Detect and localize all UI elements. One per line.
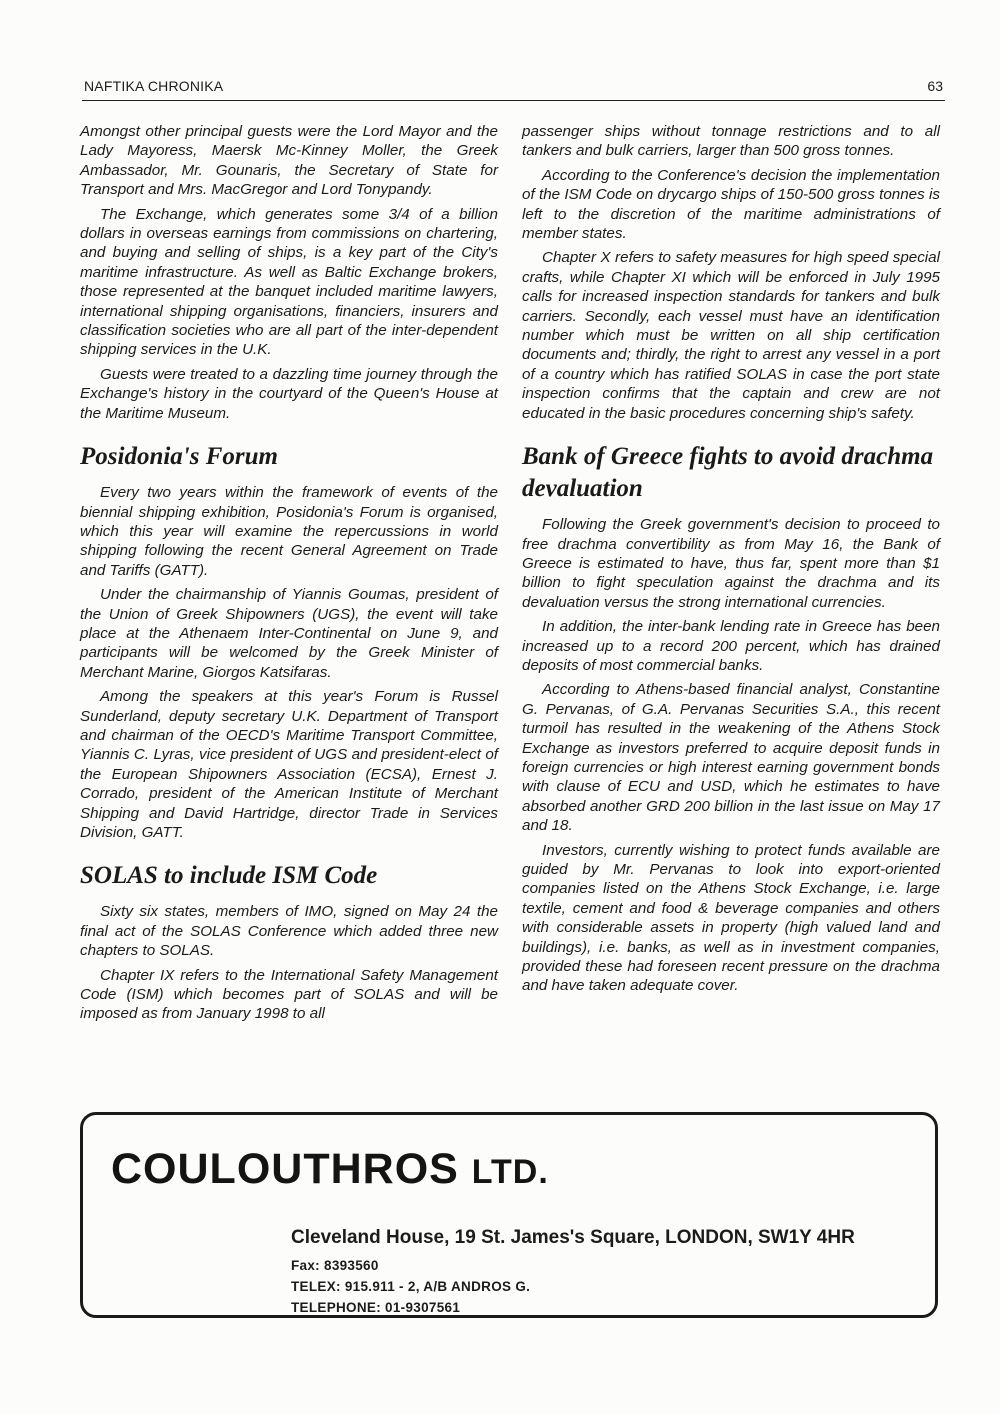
section-heading-bank-of-greece: Bank of Greece fights to avoid drachma devaluation [522, 443, 934, 503]
ad-company-name [111, 1145, 549, 1194]
article-paragraph: Sixty six states, members of IMO, signed on May 24 the final act of the SOLAS Conference which added three new chapters to SOLAS. [80, 903, 498, 960]
left-column [80, 122, 498, 1029]
ad-company-main: COULOUTHROS [111, 1145, 459, 1193]
article-paragraph: According to Athens-based financial analyst, Constantine G. Pervanas, of G.A. Pervanas Securities S.A., this recent turmoil has resulted in the weakening of the Athens Stock Exchange as investors preferred to acquire deposit funds in foreign currencies or high interest earning government bonds with clause of ECU and USD, which he estimates to have absorbed another GRD 200 billion in the last issue on May 17 and 18. [522, 681, 940, 835]
ad-company-suffix: LTD. [471, 1153, 549, 1191]
right-column [522, 122, 940, 1001]
ad-telex: TELEX: 915.911 - 2, A/B ANDROS G. [291, 1279, 531, 1294]
article-paragraph: passenger ships without tonnage restrictions and to all tankers and bulk carriers, larger than 500 gross tonnes. [522, 123, 940, 160]
article-paragraph: The Exchange, which generates some 3/4 of a billion dollars in overseas earnings from commissions on chartering, and buying and selling of ships, is a key part of the City's maritime infrastructure. As well as Baltic Exchange brokers, those represented at the banquet included maritime lawyers, international shipping organisations, financiers, insurers and classification societies who are all part of the inter-dependent shipping services in the U.K. [80, 205, 498, 359]
article-paragraph: Every two years within the framework of events of the biennial shipping exhibition, Posidonia's Forum is organised, which this year will examine the repercussions in world shipping following the recent General Agreement on Trade and Tariffs (GATT). [80, 484, 498, 579]
article-paragraph: Chapter X refers to safety measures for high speed special crafts, while Chapter XI which will be enforced in July 1995 calls for increased inspection standards for tankers and bulk carriers. Secondly, each vessel must have an identification number which must be written on all ship certification documents and; thirdly, the right to arrest any vessel in a port of a country which has ratified SOLAS in case the port state inspection confirms that the captain and crew are not educated in the basic procedures concerning ship's safety. [522, 249, 940, 422]
publication-title: NAFTIKA CHRONIKA [84, 78, 224, 94]
article-paragraph: Investors, currently wishing to protect funds available are guided by Mr. Pervanas to look into export-oriented companies listed on the Athens Stock Exchange, i.e. large textile, cement and food & beverage companies and others with considerable assets in property (high valued land and buildings), i.e. banks, as well as in investment companies, provided these had foreseen recent pressure on the drachma and have taken adequate cover. [522, 841, 940, 995]
page-header [82, 76, 945, 101]
article-paragraph: Amongst other principal guests were the Lord Mayor and the Lady Mayoress, Maersk Mc-Kinney Moller, the Greek Ambassador, Mr. Gounaris, the Secretary of State for Transport and Mrs. MacGregor and Lord Tonypandy. [80, 123, 498, 199]
section-heading-posidonia: Posidonia's Forum [80, 443, 278, 471]
ad-telephone: TELEPHONE: 01-9307561 [291, 1300, 461, 1315]
ad-address: Cleveland House, 19 St. James's Square, LONDON, SW1Y 4HR [291, 1227, 855, 1248]
article-paragraph: In addition, the inter-bank lending rate in Greece has been increased up to a record 200 percent, which has drained deposits of most commercial banks. [522, 618, 940, 674]
article-paragraph: Among the speakers at this year's Forum is Russel Sunderland, deputy secretary U.K. Department of Transport and chairman of the OECD's Maritime Transport Committee, Yiannis C. Lyras, vice president of UGS and president-elect of the European Shipowners Association (ECSA), Ernest J. Corrado, president of the American Institute of Merchant Shipping and David Hartridge, director Trade in Services Division, GATT. [80, 688, 498, 841]
article-paragraph: Chapter IX refers to the International Safety Management Code (ISM) which becomes part of SOLAS and will be imposed as from January 1998 to all [80, 966, 498, 1023]
article-paragraph: Following the Greek government's decision to proceed to free drachma convertibility as from May 16, the Bank of Greece is estimated to have, thus far, spent more than $1 billion to fight speculation against the drachma and its devaluation versus the strong international currencies. [522, 516, 940, 611]
advertisement-box [80, 1112, 938, 1318]
section-heading-solas: SOLAS to include ISM Code [80, 862, 378, 890]
page-number: 63 [927, 78, 943, 94]
article-paragraph: Under the chairmanship of Yiannis Goumas, president of the Union of Greek Shipowners (UGS), the event will take place at the Athenaem Inter-Continental on June 9, and participants will be welcomed by the Greek Minister of Merchant Marine, Giorgos Katsifaras. [80, 586, 498, 681]
ad-fax: Fax: 8393560 [291, 1258, 379, 1273]
article-paragraph: Guests were treated to a dazzling time journey through the Exchange's history in the courtyard of the Queen's House at the Maritime Museum. [80, 365, 498, 422]
article-paragraph: According to the Conference's decision the implementation of the ISM Code on drycargo ships of 150-500 gross tonnes is left to the discretion of the maritime administrations of member states. [522, 166, 940, 243]
